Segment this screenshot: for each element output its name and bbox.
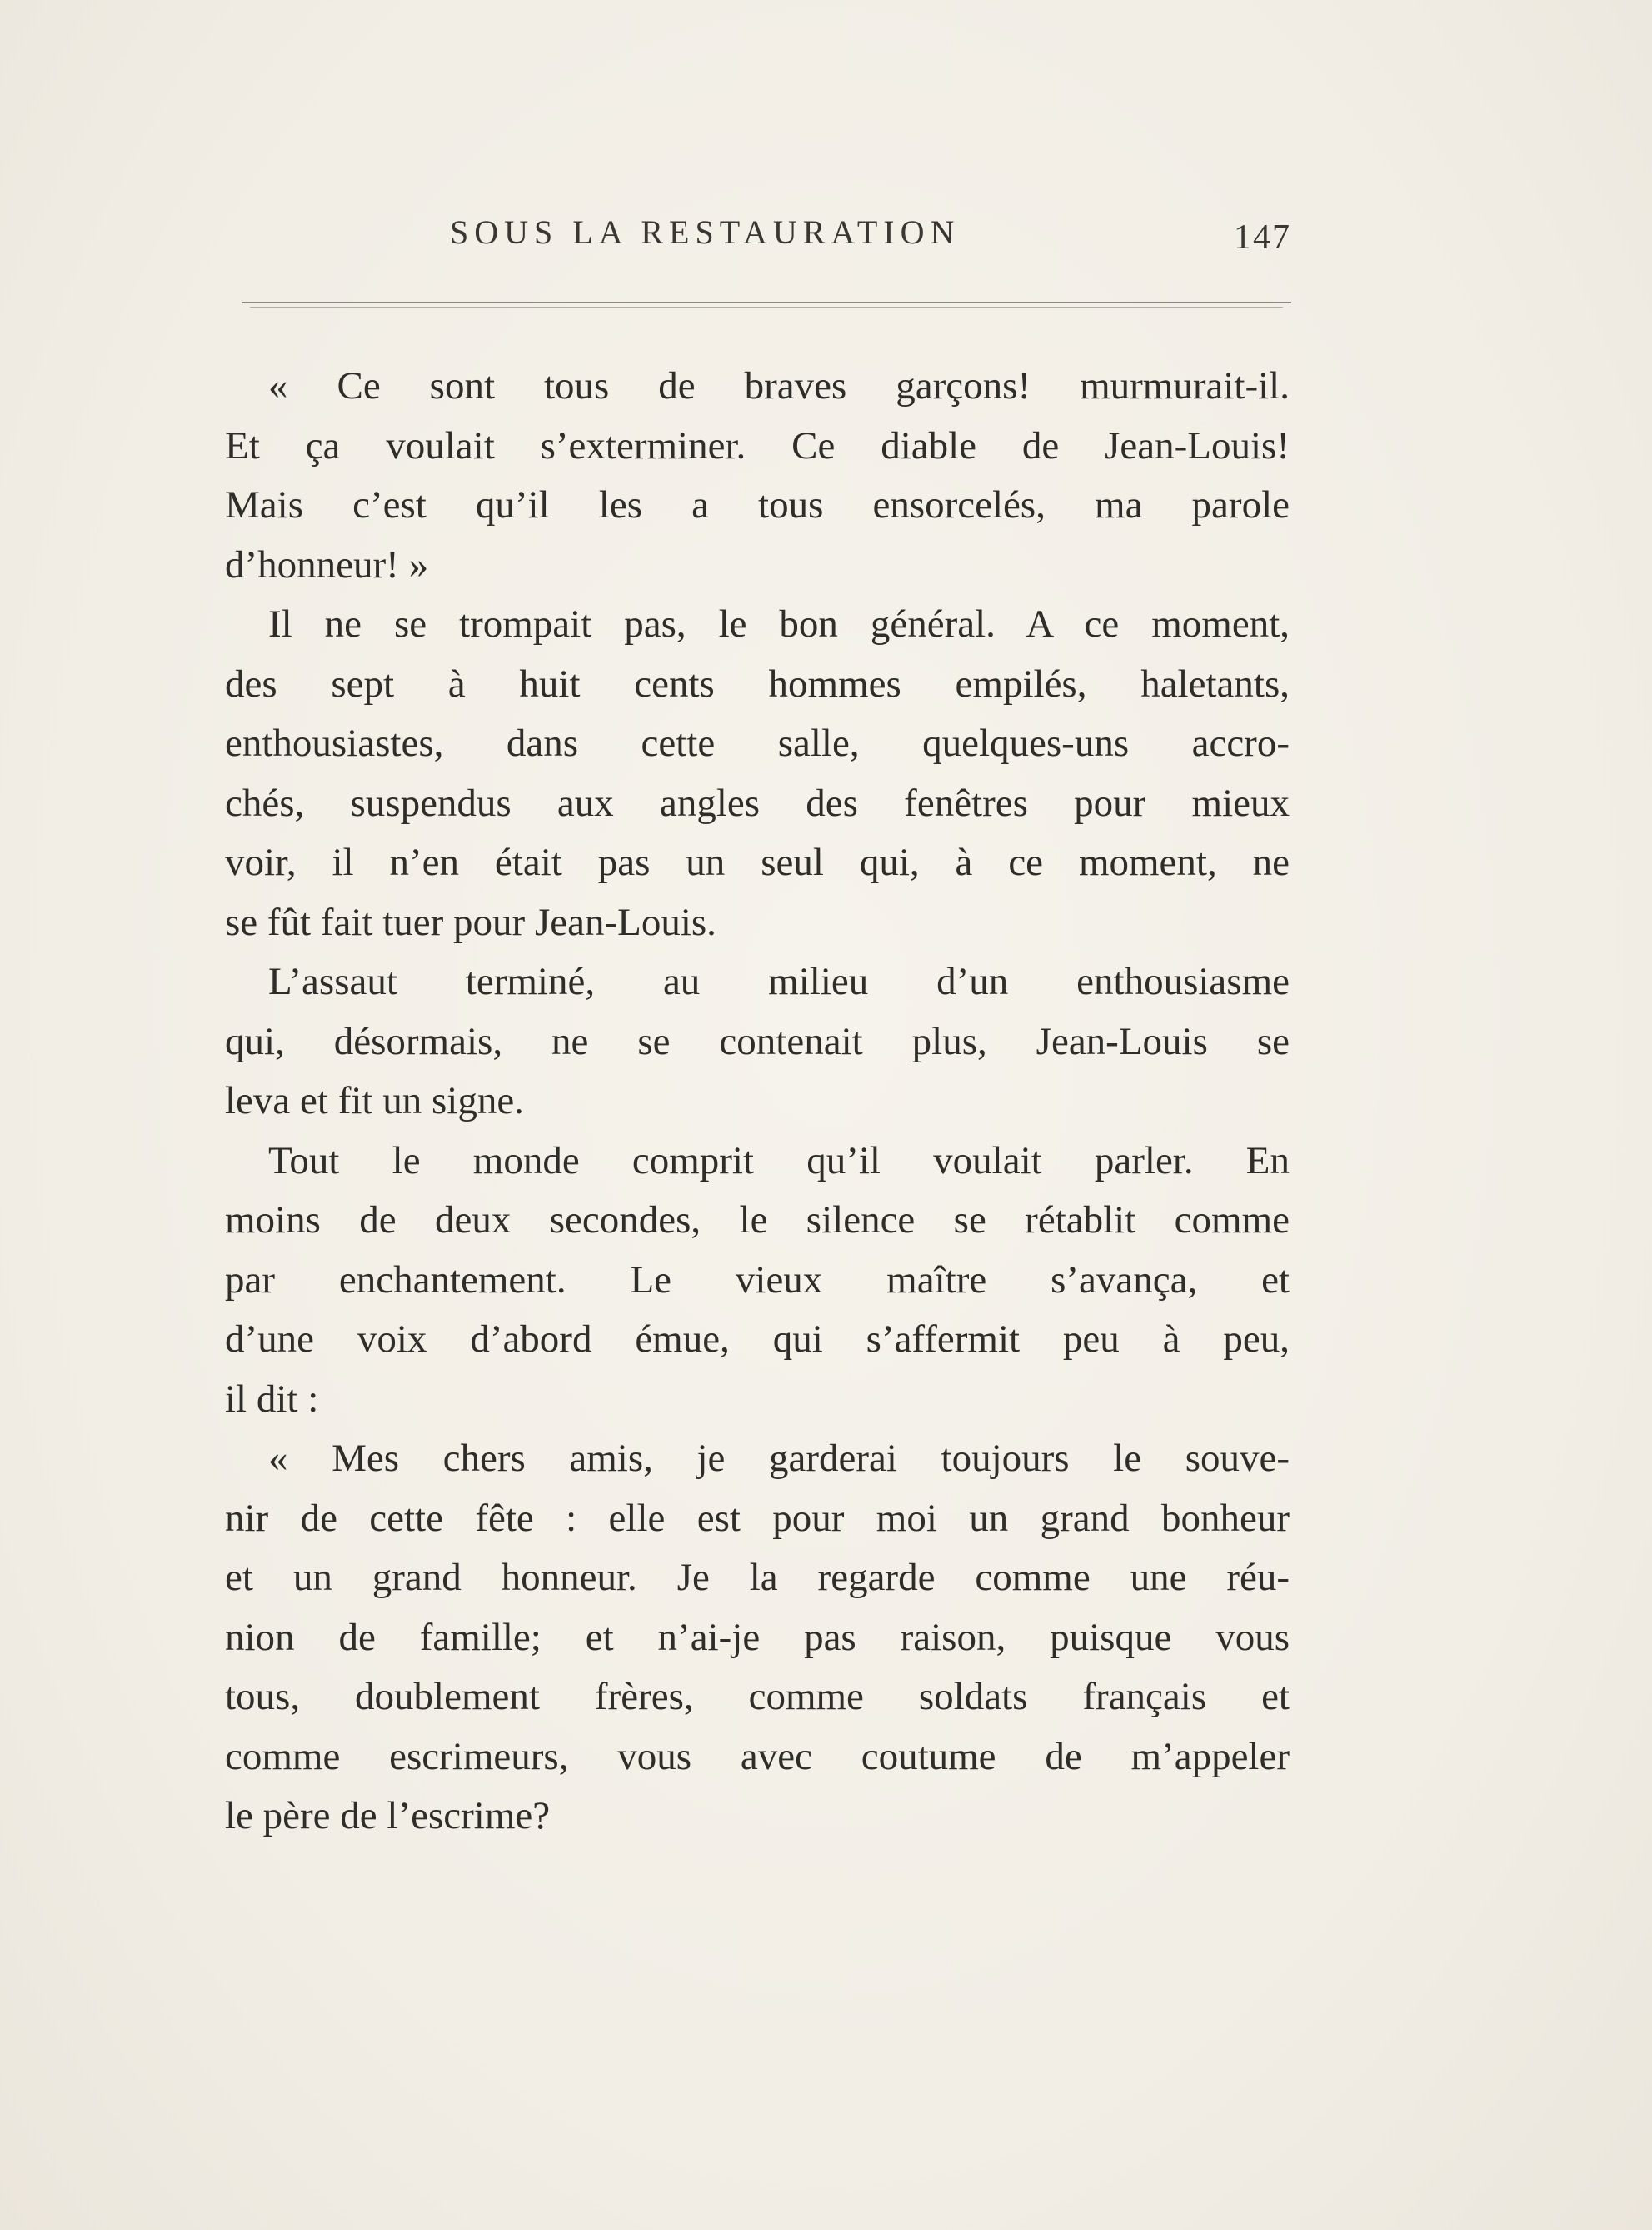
text-line: et un grand honneur. Je la regarde comme une réu- [225,1556,1290,1599]
text-line: Il ne se trompait pas, le bon général. A ce moment, [268,602,1290,646]
text-line: il dit : [225,1377,319,1421]
text-line: Et ça voulait s’exterminer. Ce diable de Jean-Louis! [225,423,1290,468]
text-line: chés, suspendus aux angles des fenêtres pour mieux [225,781,1290,825]
text-line: tous, doublement frères, comme soldats français et [225,1675,1290,1718]
text-line: nir de cette fête : elle est pour moi un grand bonheur [225,1496,1290,1540]
page-header [225,212,1291,271]
body-text [225,357,1290,1847]
text-line: par enchantement. Le vieux maître s’avança, et [225,1258,1290,1302]
text-line: moins de deux secondes, le silence se rétablit comme [225,1198,1290,1242]
text-line: qui, désormais, ne se contenait plus, Jean-Louis se [225,1019,1290,1063]
text-line: « Mes chers amis, je garderai toujours le souve- [268,1437,1290,1480]
text-line: voir, il n’en était pas un seul qui, à ce moment, ne [225,841,1290,884]
text-line: « Ce sont tous de braves garçons! murmurait-il. [268,364,1290,408]
text-line: Mais c’est qu’il les a tous ensorcelés, ma parole [225,483,1290,527]
header-rule [242,302,1291,303]
text-line: comme escrimeurs, vous avec coutume de m’appeler [225,1734,1290,1778]
text-line: se fût fait tuer pour Jean-Louis. [225,900,716,944]
text-line: leva et fit un signe. [225,1079,524,1122]
text-line: nion de famille; et n’ai-je pas raison, puisque vous [225,1615,1290,1659]
text-line: Tout le monde comprit qu’il voulait parler. En [268,1138,1290,1182]
header-rule-shadow [250,307,1283,308]
text-line: le père de l’escrime? [225,1794,551,1838]
text-line: d’honneur! » [225,542,429,587]
text-line: des sept à huit cents hommes empilés, haletants, [225,662,1290,706]
running-title: SOUS LA RESTAURATION [450,213,961,251]
text-line: L’assaut terminé, au milieu d’un enthousiasme [268,960,1290,1003]
text-line: enthousiastes, dans cette salle, quelques-uns accro- [225,722,1290,765]
text-line: d’une voix d’abord émue, qui s’affermit peu à peu, [225,1318,1290,1361]
page-number: 147 [1234,218,1291,257]
